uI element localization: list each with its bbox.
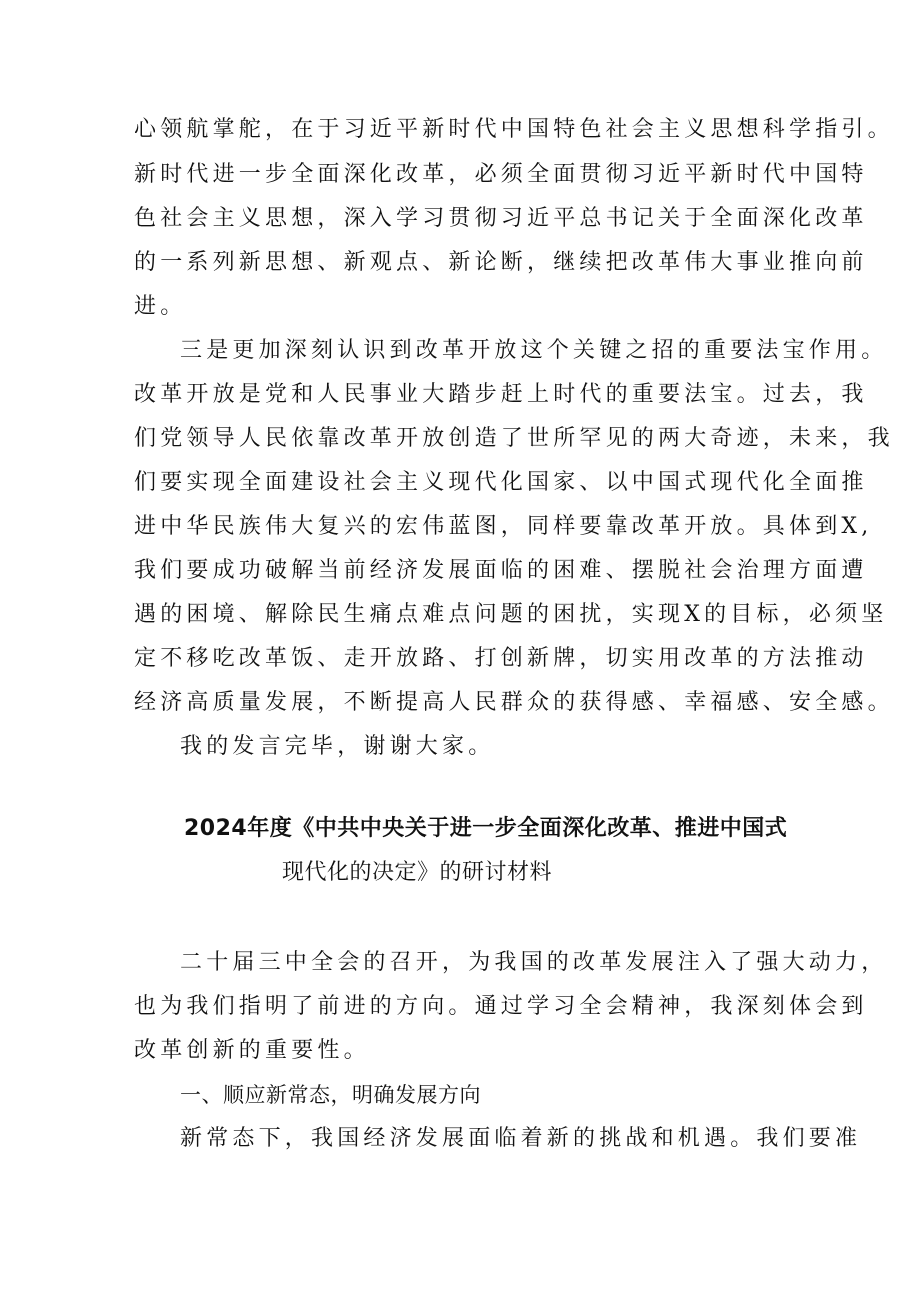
paragraph-line: 我们要成功破解当前经济发展面临的困难、摆脱社会治理方面遭: [134, 558, 868, 583]
document-title-line-1: 2024年度《中共中央关于进一步全面深化改革、推进中国式: [184, 816, 788, 841]
paragraph-line: 心领航掌舵，在于习近平新时代中国特色社会主义思想科学指引。: [134, 117, 894, 142]
paragraph-line: 三是更加深刻认识到改革开放这个关键之招的重要法宝作用。: [180, 338, 888, 363]
paragraph-line: 定不移吃改革饭、走开放路、打创新牌，切实用改革的方法推动: [134, 646, 868, 671]
paragraph-line: 们要实现全面建设社会主义现代化国家、以中国式现代化全面推: [134, 470, 868, 495]
paragraph-line: 的一系列新思想、新观点、新论断，继续把改革伟大事业推向前: [134, 250, 868, 275]
paragraph-line: 改革创新的重要性。: [134, 1038, 370, 1063]
paragraph-line: 进中华民族伟大复兴的宏伟蓝图，同样要靠改革开放。具体到X,: [134, 514, 873, 539]
paragraph-line: 二十届三中全会的召开，为我国的改革发展注入了强大动力，: [180, 950, 888, 975]
paragraph-line: 遇的困境、解除民生痛点难点问题的困扰，实现X的目标，必须坚: [134, 602, 888, 627]
paragraph-line: 新时代进一步全面深化改革，必须全面贯彻习近平新时代中国特: [134, 162, 868, 187]
section-heading: 一、顺应新常态，明确发展方向: [180, 1083, 481, 1107]
paragraph-line: 经济高质量发展，不断提高人民群众的获得感、幸福感、安全感。: [134, 690, 894, 715]
document-title-line-2: 现代化的决定》的研讨材料: [282, 860, 553, 885]
paragraph-line: 新常态下，我国经济发展面临着新的挑战和机遇。我们要准: [180, 1126, 862, 1151]
paragraph-line: 们党领导人民依靠改革开放创造了世所罕见的两大奇迹，未来，我: [134, 426, 894, 451]
paragraph-line: 改革开放是党和人民事业大踏步赶上时代的重要法宝。过去，我: [134, 382, 868, 407]
paragraph-line: 色社会主义思想，深入学习贯彻习近平总书记关于全面深化改革: [134, 206, 868, 231]
paragraph-line: 进。: [134, 294, 187, 319]
paragraph-line: 也为我们指明了前进的方向。通过学习全会精神，我深刻体会到: [134, 994, 868, 1019]
closing-remark: 我的发言完毕，谢谢大家。: [180, 734, 495, 759]
